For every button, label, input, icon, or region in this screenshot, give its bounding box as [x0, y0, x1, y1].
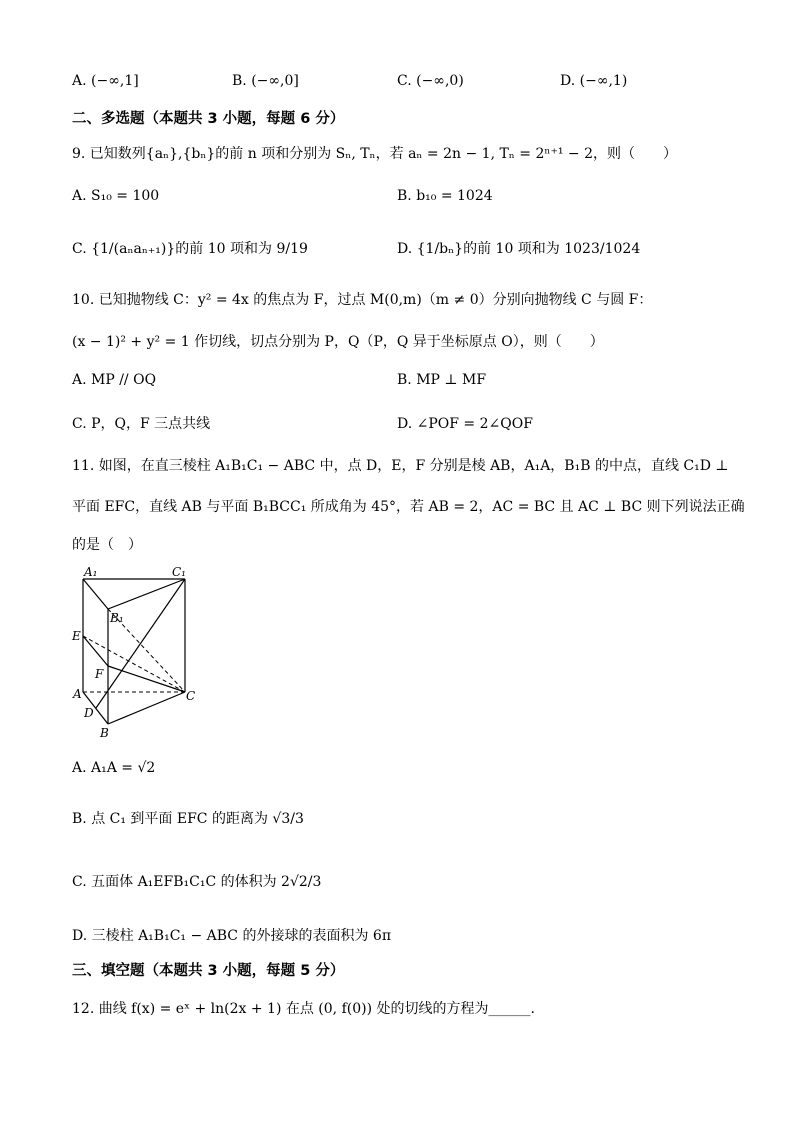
edge-b1-c1: [108, 579, 185, 609]
label-c: C: [186, 689, 196, 703]
label-c1: C₁: [172, 565, 186, 579]
q9-option-c: C. {1/(aₙaₙ₊₁)}的前 10 项和为 9/19: [72, 241, 308, 257]
label-b1: B₁: [110, 611, 124, 625]
q10-stem-line2: (x − 1)² + y² = 1 作切线，切点分别为 P，Q（P，Q 异于坐标原点 O），则（ ）: [72, 334, 604, 350]
label-d: D: [84, 706, 94, 720]
q9-stem: 9. 已知数列{aₙ},{bₙ}的前 n 项和分别为 Sₙ, Tₙ，若 aₙ = 2n − 1, Tₙ = 2ⁿ⁺¹ − 2，则（ ）: [72, 146, 677, 162]
q10-option-d: D. ∠POF = 2∠QOF: [397, 416, 533, 432]
label-a: A: [73, 687, 82, 701]
q8-option-c: C. (−∞,0): [397, 73, 464, 89]
q10-stem-line1: 10. 已知抛物线 C：y² = 4x 的焦点为 F，过点 M(0,m)（m ≠ 0）分别向抛物线 C 与圆 F：: [72, 292, 653, 308]
section-title-fill-in: 三、填空题（本题共 3 小题，每题 5 分）: [72, 963, 345, 979]
q9-option-a: A. S₁₀ = 100: [72, 188, 160, 204]
q11-option-c: C. 五面体 A₁EFB₁C₁C 的体积为 2√2/3: [72, 874, 322, 890]
q10-option-c: C. P，Q，F 三点共线: [72, 416, 211, 432]
q11-stem-line1: 11. 如图，在直三棱柱 A₁B₁C₁ − ABC 中，点 D，E，F 分别是棱 AB，A₁A，B₁B 的中点，直线 C₁D ⊥: [72, 458, 729, 474]
segment-f-c: [108, 666, 185, 692]
label-b: B: [100, 726, 109, 740]
q11-stem-line3: 的是（ ）: [72, 537, 142, 553]
q11-option-d: D. 三棱柱 A₁B₁C₁ − ABC 的外接球的表面积为 6π: [72, 928, 392, 944]
label-a1: A₁: [84, 565, 98, 579]
q12-stem: 12. 曲线 f(x) = eˣ + ln(2x + 1) 在点 (0, f(0)) 处的切线的方程为______.: [72, 1001, 535, 1017]
q9-option-d: D. {1/bₙ}的前 10 项和为 1023/1024: [397, 241, 641, 257]
q8-option-a: A. (−∞,1]: [72, 73, 139, 89]
edge-a1-b1: [83, 579, 108, 609]
section-title-multiple-choice: 二、多选题（本题共 3 小题，每题 6 分）: [72, 111, 345, 127]
segment-e-f: [83, 636, 108, 666]
label-e: E: [72, 629, 81, 643]
edge-b-c: [108, 692, 185, 724]
q8-option-d: D. (−∞,1): [560, 73, 628, 89]
segment-d-c1: [96, 579, 185, 708]
q9-option-b: B. b₁₀ = 1024: [397, 188, 493, 204]
q11-option-b: B. 点 C₁ 到平面 EFC 的距离为 √3/3: [72, 811, 304, 827]
q10-option-b: B. MP ⊥ MF: [397, 372, 487, 388]
q8-option-b: B. (−∞,0]: [232, 73, 299, 89]
q11-option-a: A. A₁A = √2: [72, 760, 156, 776]
segment-e-c-hidden: [83, 636, 185, 692]
q10-option-a: A. MP // OQ: [72, 372, 157, 388]
q11-stem-line2: 平面 EFC，直线 AB 与平面 B₁BCC₁ 所成角为 45°，若 AB = 2，AC = BC 且 AC ⊥ BC 则下列说法正确: [72, 499, 745, 515]
label-f: F: [95, 667, 104, 681]
prism-figure: [68, 564, 208, 742]
